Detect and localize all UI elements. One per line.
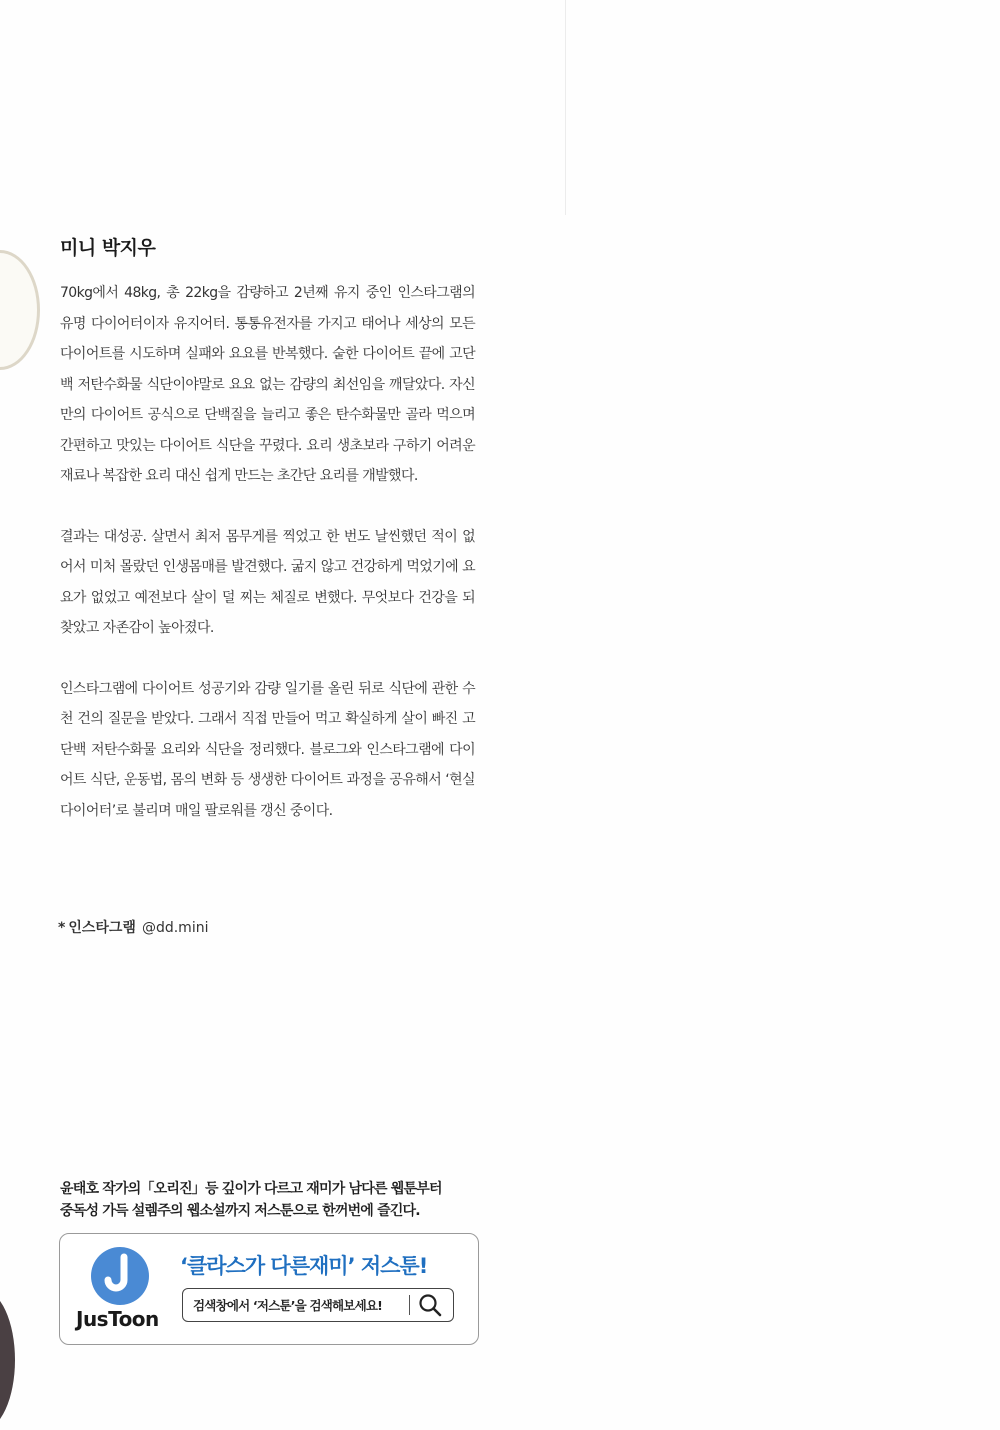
search-bar[interactable]: [182, 1288, 454, 1322]
page-fold-line: [565, 0, 566, 215]
justoon-ad-banner[interactable]: [59, 1233, 479, 1345]
decorative-circle: [0, 250, 40, 370]
promo-line: 중독성 가득 설렘주의 웹소설까지 저스툰으로 한꺼번에 즐긴다.: [60, 1203, 420, 1219]
justoon-logo-icon: [90, 1246, 150, 1306]
promo-text: [60, 1178, 480, 1222]
promo-line: 윤태호 작가의「오리진」등 깊이가 다르고 재미가 남다른 웹툰부터: [60, 1181, 442, 1197]
search-hint: 검색창에서 ‘저스툰’을 검색해보세요!: [193, 1298, 383, 1313]
bio-paragraph: 인스타그램에 다이어트 성공기와 감량 일기를 올린 뒤로 식단에 관한 수천 건의 질문을 받았다. 그래서 직접 만들어 먹고 확실하게 살이 빠진 고단백 저탄수화물 요리와 식단을 정리했다. 블로그와 인스타그램에 다이어트 식단, 운동법, 몸의 변화 등 생생한 다이어트 과정을 공유해서 ‘현실 다이어터’로 불리며 매일 팔로워를 갱신 중이다.: [60, 680, 475, 819]
bio-paragraph: 결과는 대성공. 살면서 최저 몸무게를 찍었고 한 번도 날씬했던 적이 없어서 미처 몰랐던 인생몸매를 발견했다. 굶지 않고 건강하게 먹었기에 요요가 없었고 예전보다 살이 덜 찌는 체질로 변했다. 무엇보다 건강을 되찾았고 자존감이 높아졌다.: [60, 528, 475, 636]
justoon-logo-text: JusToon: [76, 1307, 159, 1331]
decorative-circle: [0, 1290, 15, 1430]
bio-paragraph: 70kg에서 48kg, 총 22kg을 감량하고 2년째 유지 중인 인스타그램의 유명 다이어터이자 유지어터. 통통유전자를 가지고 태어나 세상의 모든 다이어트를 시도하며 실패와 요요를 반복했다. 숱한 다이어트 끝에 고단백 저탄수화물 식단이야말로 요요 없는 감량의 최선임을 깨달았다. 자신만의 다이어트 공식으로 단백질을 늘리고 좋은 탄수화물만 골라 먹으며 간편하고 맛있는 다이어트 식단을 꾸렸다. 요리 생초보라 구하기 어려운 재료나 복잡한 요리 대신 쉽게 만드는 초간단 요리를 개발했다.: [60, 285, 475, 484]
author-bio: [60, 278, 475, 856]
bullet-mark: *: [58, 920, 66, 936]
instagram-credit: [58, 917, 208, 937]
search-icon[interactable]: [416, 1292, 444, 1318]
instagram-label: 인스타그램: [68, 920, 136, 936]
promo-tagline: ‘클라스가 다른재미’ 저스툰!: [180, 1254, 428, 1278]
author-name: 미니 박지우: [60, 237, 156, 259]
instagram-handle[interactable]: @dd.mini: [141, 920, 209, 936]
search-divider: [409, 1295, 410, 1315]
